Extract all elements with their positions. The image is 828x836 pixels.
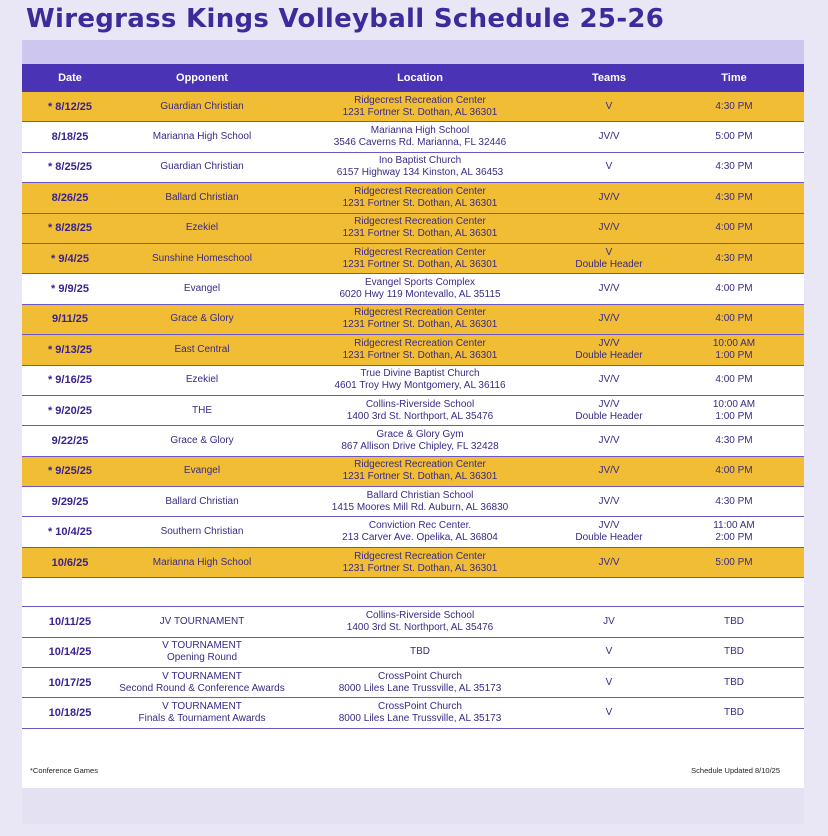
- cell-teams: [554, 548, 664, 577]
- cell-date: 8/26/25: [51, 191, 89, 204]
- cell-location-line: True Divine Baptist Church: [360, 368, 480, 380]
- cell-teams-line: JV/V: [598, 398, 620, 410]
- cell-location-line: 3546 Caverns Rd. Marianna, FL 32446: [333, 137, 507, 149]
- table-header: [22, 64, 804, 92]
- cell-location-line: CrossPoint Church: [378, 670, 462, 682]
- cell-location-line: 1415 Moores Mill Rd. Auburn, AL 36830: [331, 501, 509, 513]
- cell-teams-line: Double Header: [575, 258, 643, 270]
- cell-location: [286, 92, 554, 121]
- cell-location-line: Ridgecrest Recreation Center: [354, 94, 486, 106]
- cell-teams: [554, 305, 664, 334]
- cell-location: [286, 668, 554, 697]
- cell-teams: [554, 457, 664, 486]
- cell-teams-line: V: [605, 707, 613, 719]
- cell-time: [664, 517, 804, 546]
- cell-location-line: Ridgecrest Recreation Center: [354, 246, 486, 258]
- cell-teams: [554, 607, 664, 636]
- cell-time: [664, 274, 804, 303]
- cell-time-line: 4:00 PM: [715, 283, 753, 295]
- cell-date: 9/22/25: [51, 434, 89, 447]
- cell-location-line: Ridgecrest Recreation Center: [354, 185, 486, 197]
- cell-opponent: [118, 548, 286, 577]
- cell-location-line: Grace & Glory Gym: [376, 428, 464, 440]
- cell-date: * 9/16/25: [47, 374, 93, 387]
- cell-opponent-line: Guardian Christian: [160, 100, 244, 112]
- cell-location-line: 1231 Fortner St. Dothan, AL 36301: [342, 106, 498, 118]
- cell-opponent: [118, 668, 286, 697]
- cell-teams-line: JV/V: [598, 465, 620, 477]
- cell-location-line: Evangel Sports Complex: [364, 277, 476, 289]
- cell-location: [286, 122, 554, 151]
- cell-location: [286, 183, 554, 212]
- cell-date: 9/11/25: [51, 313, 89, 326]
- table-row: [22, 366, 804, 396]
- cell-opponent-line: THE: [192, 404, 212, 416]
- cell-opponent: [118, 366, 286, 395]
- cell-time-line: TBD: [724, 707, 744, 719]
- schedule-rows: [22, 92, 804, 729]
- cell-date: 10/6/25: [51, 556, 89, 569]
- cell-location-line: 4601 Troy Hwy Montgomery, AL 36116: [334, 380, 506, 392]
- cell-opponent-line: Ballard Christian: [165, 191, 239, 203]
- cell-time-line: 4:30 PM: [715, 434, 753, 446]
- cell-date: 9/29/25: [51, 495, 89, 508]
- cell-teams-line: JV/V: [598, 337, 620, 349]
- top-band: [22, 40, 804, 64]
- cell-opponent-line: Ezekiel: [185, 222, 219, 234]
- cell-time: [664, 92, 804, 121]
- header-date: Date: [58, 72, 82, 84]
- cell-time: [664, 426, 804, 455]
- cell-location: [286, 517, 554, 546]
- cell-time-line: 10:00 AM: [712, 337, 756, 349]
- cell-teams: [554, 92, 664, 121]
- cell-opponent-line: V TOURNAMENT: [162, 670, 242, 682]
- cell-location-line: 213 Carver Ave. Opelika, AL 36804: [342, 532, 498, 544]
- cell-location: [286, 153, 554, 182]
- cell-opponent-line: Ballard Christian: [165, 495, 239, 507]
- table-row: [22, 214, 804, 244]
- header-time: Time: [721, 72, 747, 84]
- header-opponent: Opponent: [176, 72, 228, 84]
- cell-teams-line: JV/V: [598, 313, 620, 325]
- cell-location-line: Ridgecrest Recreation Center: [354, 459, 486, 471]
- cell-time-line: 4:30 PM: [715, 252, 753, 264]
- table-row: [22, 183, 804, 213]
- cell-teams: [554, 698, 664, 727]
- cell-time-line: 4:30 PM: [715, 191, 753, 203]
- cell-time: [664, 396, 804, 425]
- cell-date: 8/18/25: [51, 131, 89, 144]
- cell-time: [664, 214, 804, 243]
- cell-date: * 9/4/25: [51, 252, 89, 265]
- cell-location: [286, 457, 554, 486]
- cell-opponent: [118, 244, 286, 273]
- cell-time: [664, 244, 804, 273]
- cell-time-line: TBD: [724, 646, 744, 658]
- cell-date: 10/11/25: [48, 615, 92, 628]
- cell-time: [664, 366, 804, 395]
- cell-date: * 8/25/25: [47, 161, 93, 174]
- cell-teams: [554, 214, 664, 243]
- cell-location-line: 6020 Hwy 119 Montevallo, AL 35115: [339, 289, 501, 301]
- cell-time-line: 4:30 PM: [715, 495, 753, 507]
- table-row: [22, 92, 804, 122]
- cell-teams: [554, 153, 664, 182]
- cell-time-line: 4:00 PM: [715, 374, 753, 386]
- cell-location-line: CrossPoint Church: [378, 701, 462, 713]
- cell-opponent: [118, 274, 286, 303]
- cell-time: [664, 335, 804, 364]
- table-row: [22, 274, 804, 304]
- cell-opponent-line: Evangel: [183, 465, 221, 477]
- cell-opponent: [118, 214, 286, 243]
- conference-footnote: *Conference Games: [30, 766, 98, 775]
- cell-location: [286, 214, 554, 243]
- cell-opponent-line: JV TOURNAMENT: [159, 615, 245, 627]
- cell-location: [286, 487, 554, 516]
- cell-location: [286, 396, 554, 425]
- cell-time-line: 4:00 PM: [715, 465, 753, 477]
- cell-date: 10/14/25: [48, 646, 92, 659]
- cell-date: * 10/4/25: [47, 526, 93, 539]
- cell-location-line: Ballard Christian School: [366, 489, 474, 501]
- table-row: [22, 335, 804, 365]
- cell-opponent: [118, 638, 286, 667]
- cell-location-line: 1231 Fortner St. Dothan, AL 36301: [342, 349, 498, 361]
- cell-teams: [554, 122, 664, 151]
- header-location: Location: [397, 72, 443, 84]
- cell-opponent-line: Grace & Glory: [170, 313, 234, 325]
- cell-opponent: [118, 607, 286, 636]
- schedule-sheet: [22, 64, 804, 788]
- cell-date: 10/17/25: [48, 676, 92, 689]
- cell-teams-line: JV/V: [598, 283, 620, 295]
- cell-date: * 8/28/25: [47, 222, 93, 235]
- cell-date: * 9/9/25: [51, 283, 89, 296]
- table-row: [22, 548, 804, 578]
- table-row: [22, 244, 804, 274]
- cell-opponent-line: Grace & Glory: [170, 434, 234, 446]
- cell-location-line: Collins-Riverside School: [365, 609, 475, 621]
- cell-date: * 9/20/25: [47, 404, 93, 417]
- cell-date: * 9/25/25: [47, 465, 93, 478]
- table-row: [22, 668, 804, 698]
- table-row: [22, 457, 804, 487]
- cell-opponent-line: Marianna High School: [152, 131, 252, 143]
- cell-location: [286, 305, 554, 334]
- cell-time: [664, 183, 804, 212]
- cell-time: [664, 548, 804, 577]
- cell-location-line: 1231 Fortner St. Dothan, AL 36301: [342, 197, 498, 209]
- cell-teams-line: V: [605, 100, 613, 112]
- cell-opponent-line: Guardian Christian: [160, 161, 244, 173]
- cell-opponent: [118, 122, 286, 151]
- cell-opponent: [118, 335, 286, 364]
- cell-teams-line: JV: [603, 615, 615, 627]
- cell-opponent-line: Sunshine Homeschool: [151, 252, 253, 264]
- cell-location-line: Ridgecrest Recreation Center: [354, 216, 486, 228]
- table-row: [22, 122, 804, 152]
- cell-teams: [554, 274, 664, 303]
- cell-location-line: Ridgecrest Recreation Center: [354, 337, 486, 349]
- cell-time-line: 11:00 AM: [713, 520, 755, 532]
- bottom-band: [22, 788, 804, 824]
- cell-time-line: 1:00 PM: [715, 349, 753, 361]
- cell-time-line: 5:00 PM: [715, 556, 753, 568]
- table-row: [22, 487, 804, 517]
- cell-teams-line: Double Header: [575, 410, 643, 422]
- table-row: [22, 426, 804, 456]
- cell-opponent: [118, 396, 286, 425]
- cell-opponent-line: Opening Round: [166, 652, 238, 664]
- cell-teams-line: V: [605, 646, 613, 658]
- table-row: [22, 305, 804, 335]
- cell-time: [664, 487, 804, 516]
- cell-teams: [554, 335, 664, 364]
- cell-time-line: 4:00 PM: [715, 222, 753, 234]
- cell-time: [664, 457, 804, 486]
- updated-note: Schedule Updated 8/10/25: [691, 766, 780, 775]
- cell-location: [286, 274, 554, 303]
- cell-teams-line: JV/V: [598, 556, 620, 568]
- cell-teams-line: JV/V: [598, 374, 620, 386]
- cell-teams-line: V: [605, 161, 613, 173]
- cell-location: [286, 366, 554, 395]
- cell-teams-line: JV/V: [598, 222, 620, 234]
- cell-location: [286, 426, 554, 455]
- table-row: [22, 607, 804, 637]
- table-row: [22, 396, 804, 426]
- cell-opponent-line: East Central: [174, 343, 230, 355]
- cell-teams-line: JV/V: [598, 495, 620, 507]
- cell-time: [664, 638, 804, 667]
- cell-opponent-line: Ezekiel: [185, 374, 219, 386]
- spacer-row: [22, 578, 804, 607]
- cell-time-line: 2:00 PM: [715, 532, 753, 544]
- cell-teams-line: JV/V: [598, 520, 620, 532]
- cell-location: [286, 335, 554, 364]
- cell-teams-line: JV/V: [598, 434, 620, 446]
- cell-teams-line: V: [605, 246, 613, 258]
- cell-opponent: [118, 487, 286, 516]
- header-teams: Teams: [591, 72, 627, 84]
- cell-teams: [554, 366, 664, 395]
- cell-location-line: 1231 Fortner St. Dothan, AL 36301: [342, 319, 498, 331]
- cell-time: [664, 153, 804, 182]
- cell-teams-line: V: [605, 676, 613, 688]
- cell-time-line: 4:30 PM: [715, 100, 753, 112]
- cell-time-line: 4:30 PM: [715, 161, 753, 173]
- cell-location-line: 1231 Fortner St. Dothan, AL 36301: [342, 471, 498, 483]
- cell-opponent: [118, 457, 286, 486]
- cell-time-line: TBD: [724, 615, 744, 627]
- cell-location: [286, 244, 554, 273]
- cell-teams-line: Double Header: [575, 532, 643, 544]
- page-title: Wiregrass Kings Volleyball Schedule 25-26: [26, 4, 665, 34]
- cell-time-line: 1:00 PM: [715, 410, 753, 422]
- cell-teams-line: Double Header: [575, 349, 643, 361]
- table-row: [22, 638, 804, 668]
- cell-location-line: 867 Allison Drive Chipley, FL 32428: [341, 440, 499, 452]
- cell-opponent: [118, 305, 286, 334]
- cell-teams: [554, 487, 664, 516]
- cell-opponent: [118, 92, 286, 121]
- cell-location-line: Collins-Riverside School: [365, 398, 475, 410]
- table-row: [22, 517, 804, 547]
- cell-teams: [554, 426, 664, 455]
- cell-opponent-line: Evangel: [183, 283, 221, 295]
- cell-location-line: Ridgecrest Recreation Center: [354, 550, 486, 562]
- cell-opponent: [118, 517, 286, 546]
- cell-location-line: Ridgecrest Recreation Center: [354, 307, 486, 319]
- cell-opponent: [118, 183, 286, 212]
- cell-location-line: 1400 3rd St. Northport, AL 35476: [346, 410, 494, 422]
- table-row: [22, 153, 804, 183]
- cell-opponent: [118, 698, 286, 727]
- cell-teams: [554, 396, 664, 425]
- cell-time: [664, 122, 804, 151]
- cell-opponent-line: Finals & Tournament Awards: [138, 713, 266, 725]
- cell-teams-line: JV/V: [598, 191, 620, 203]
- cell-opponent-line: Marianna High School: [152, 556, 252, 568]
- cell-location-line: TBD: [410, 646, 430, 658]
- cell-location: [286, 638, 554, 667]
- cell-teams: [554, 638, 664, 667]
- cell-teams: [554, 668, 664, 697]
- cell-location: [286, 698, 554, 727]
- cell-location-line: 6157 Highway 134 Kinston, AL 36453: [336, 167, 504, 179]
- cell-time-line: TBD: [724, 676, 744, 688]
- cell-time: [664, 698, 804, 727]
- cell-opponent: [118, 426, 286, 455]
- cell-teams: [554, 517, 664, 546]
- cell-time-line: 10:00 AM: [712, 398, 756, 410]
- table-row: [22, 698, 804, 728]
- cell-location-line: Ino Baptist Church: [378, 155, 462, 167]
- cell-location: [286, 607, 554, 636]
- cell-opponent-line: Second Round & Conference Awards: [119, 682, 285, 694]
- cell-time: [664, 305, 804, 334]
- cell-location-line: 1231 Fortner St. Dothan, AL 36301: [342, 258, 498, 270]
- cell-time: [664, 607, 804, 636]
- cell-date: 10/18/25: [48, 707, 92, 720]
- cell-opponent-line: V TOURNAMENT: [162, 701, 242, 713]
- cell-time: [664, 668, 804, 697]
- cell-location-line: 8000 Liles Lane Trussville, AL 35173: [338, 713, 502, 725]
- cell-date: * 9/13/25: [47, 343, 93, 356]
- cell-teams-line: JV/V: [598, 131, 620, 143]
- cell-opponent: [118, 153, 286, 182]
- cell-date: * 8/12/25: [47, 100, 93, 113]
- cell-location-line: 1231 Fortner St. Dothan, AL 36301: [342, 228, 498, 240]
- cell-teams: [554, 183, 664, 212]
- cell-opponent-line: V TOURNAMENT: [162, 640, 242, 652]
- cell-location-line: 1400 3rd St. Northport, AL 35476: [346, 621, 494, 633]
- cell-time-line: 5:00 PM: [715, 131, 753, 143]
- cell-time-line: 4:00 PM: [715, 313, 753, 325]
- cell-opponent-line: Southern Christian: [160, 526, 244, 538]
- cell-location-line: Marianna High School: [370, 125, 470, 137]
- cell-location-line: Conviction Rec Center.: [368, 520, 472, 532]
- cell-location-line: 8000 Liles Lane Trussville, AL 35173: [338, 682, 502, 694]
- cell-location: [286, 548, 554, 577]
- cell-teams: [554, 244, 664, 273]
- cell-location-line: 1231 Fortner St. Dothan, AL 36301: [342, 562, 498, 574]
